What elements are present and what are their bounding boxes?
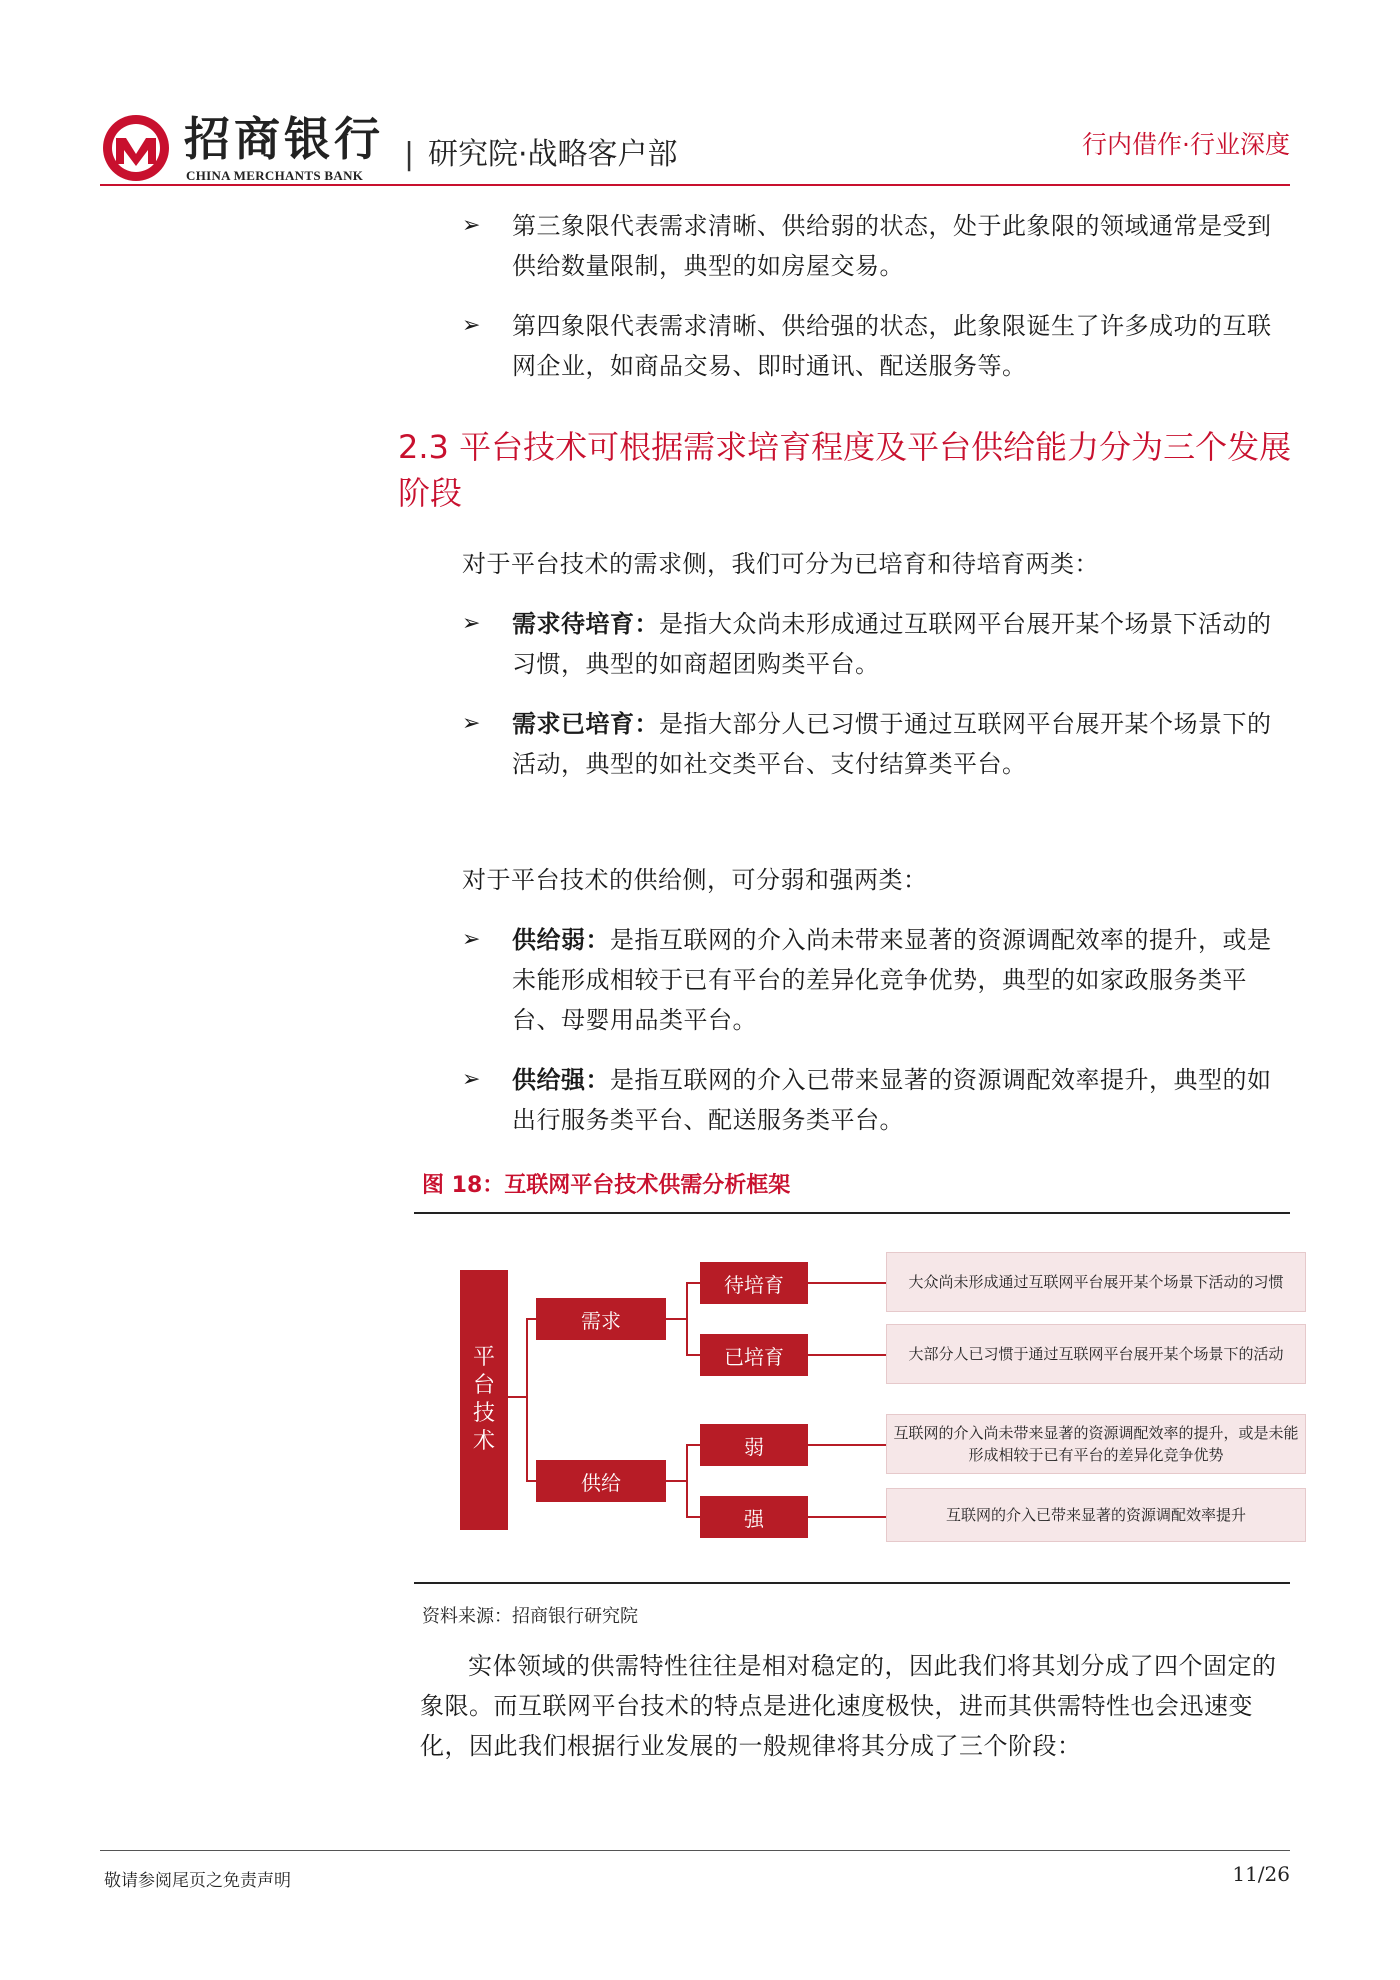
node-cultivated: 已培育 — [700, 1334, 808, 1376]
bullet-text: 是指互联网的介入尚未带来显著的资源调配效率的提升，或是未能形成相较于已有平台的差异化竞争优势，典型的如家政服务类平台、母婴用品类平台。 — [512, 926, 1272, 1034]
connector-line — [686, 1354, 700, 1356]
bullet-label: 需求待培育： — [512, 609, 659, 638]
root-node-platform-tech — [460, 1270, 508, 1530]
arrow-bullet-icon: ➢ — [462, 711, 481, 736]
connector-line — [526, 1318, 536, 1320]
report-type: 行内借作·行业深度 — [1082, 130, 1290, 159]
bullet-demand-uncultivated — [462, 604, 1290, 684]
connector-line — [666, 1480, 686, 1482]
connector-line — [686, 1444, 688, 1516]
node-strong: 强 — [700, 1496, 808, 1538]
closing-paragraph: 实体领域的供需特性往往是相对稳定的，因此我们将其划分成了四个固定的象限。而互联网平台技术的特点是进化速度极快，进而其供需特性也会迅速变化，因此我们根据行业发展的一般规律将其分成了三个阶段： — [420, 1652, 1277, 1760]
connector-line — [686, 1444, 700, 1446]
desc-strong: 互联网的介入已带来显著的资源调配效率提升 — [886, 1488, 1306, 1542]
connector-line — [526, 1480, 536, 1482]
bullet-quadrant-4 — [462, 306, 1290, 386]
bank-name-en: CHINA MERCHANTS BANK — [186, 168, 364, 183]
root-char: 术 — [472, 1429, 495, 1454]
figure-top-rule — [414, 1212, 1290, 1214]
arrow-bullet-icon: ➢ — [462, 611, 481, 636]
supply-intro: 对于平台技术的供给侧，可分弱和强两类： — [462, 866, 928, 894]
connector-line — [686, 1516, 700, 1518]
bullet-quadrant-3 — [462, 206, 1290, 286]
desc-cultivated: 大部分人已习惯于通过互联网平台展开某个场景下的活动 — [886, 1324, 1306, 1384]
connector-line — [686, 1282, 688, 1354]
root-char: 技 — [472, 1401, 495, 1426]
department-name: 研究院·战略客户部 — [428, 137, 678, 172]
section-title: 2.3 平台技术可根据需求培育程度及平台供给能力分为三个发展阶段 — [398, 428, 1292, 512]
bullet-text: 第三象限代表需求清晰、供给弱的状态，处于此象限的领域通常是受到供给数量限制，典型的如房屋交易。 — [512, 212, 1272, 280]
connector-line — [686, 1282, 700, 1284]
connector-line — [808, 1282, 886, 1284]
framework-diagram — [414, 1230, 1314, 1550]
node-weak: 弱 — [700, 1424, 808, 1466]
figure-bottom-rule — [414, 1582, 1290, 1584]
footer-disclaimer: 敬请参阅尾页之免责声明 — [104, 1871, 291, 1891]
arrow-bullet-icon: ➢ — [462, 313, 481, 338]
figure-title: 图 18：互联网平台技术供需分析框架 — [422, 1173, 791, 1198]
demand-intro: 对于平台技术的需求侧，我们可分为已培育和待培育两类： — [462, 550, 1099, 578]
desc-weak: 互联网的介入尚未带来显著的资源调配效率的提升，或是未能形成相较于已有平台的差异化竞争优势 — [886, 1414, 1306, 1474]
figure-source: 资料来源：招商银行研究院 — [422, 1606, 638, 1627]
connector-line — [508, 1396, 526, 1398]
connector-line — [808, 1444, 886, 1446]
bullet-label: 需求已培育： — [512, 709, 659, 738]
node-uncultivated: 待培育 — [700, 1262, 808, 1304]
root-char: 台 — [472, 1373, 495, 1398]
bullet-label: 供给弱： — [512, 925, 610, 954]
arrow-bullet-icon: ➢ — [462, 927, 481, 952]
bullet-supply-strong — [462, 1060, 1290, 1140]
page-number: 11/26 — [1232, 1862, 1290, 1886]
connector-line — [526, 1318, 528, 1480]
node-demand: 需求 — [536, 1298, 666, 1340]
bullet-supply-weak — [462, 920, 1290, 1040]
node-supply: 供给 — [536, 1460, 666, 1502]
root-char: 平 — [472, 1345, 495, 1370]
footer-divider — [100, 1850, 1290, 1851]
bullet-text: 是指互联网的介入已带来显著的资源调配效率提升，典型的如出行服务类平台、配送服务类平台。 — [512, 1066, 1272, 1134]
arrow-bullet-icon: ➢ — [462, 213, 481, 238]
bank-name-cn: 招商银行 — [184, 112, 384, 166]
header-separator: | — [404, 137, 415, 172]
arrow-bullet-icon: ➢ — [462, 1067, 481, 1092]
bullet-demand-cultivated — [462, 704, 1290, 784]
bullet-label: 供给强： — [512, 1065, 610, 1094]
connector-line — [808, 1354, 886, 1356]
header-divider — [100, 184, 1290, 186]
bullet-text: 第四象限代表需求清晰、供给强的状态，此象限诞生了许多成功的互联网企业，如商品交易、即时通讯、配送服务等。 — [512, 312, 1272, 380]
connector-line — [666, 1318, 686, 1320]
desc-uncultivated: 大众尚未形成通过互联网平台展开某个场景下活动的习惯 — [886, 1252, 1306, 1312]
connector-line — [808, 1516, 886, 1518]
bullet-text: 是指大部分人已习惯于通过互联网平台展开某个场景下的活动，典型的如社交类平台、支付结算类平台。 — [512, 710, 1272, 778]
bullet-text: 是指大众尚未形成通过互联网平台展开某个场景下活动的习惯，典型的如商超团购类平台。 — [512, 610, 1272, 678]
bank-logo-icon — [100, 112, 172, 184]
